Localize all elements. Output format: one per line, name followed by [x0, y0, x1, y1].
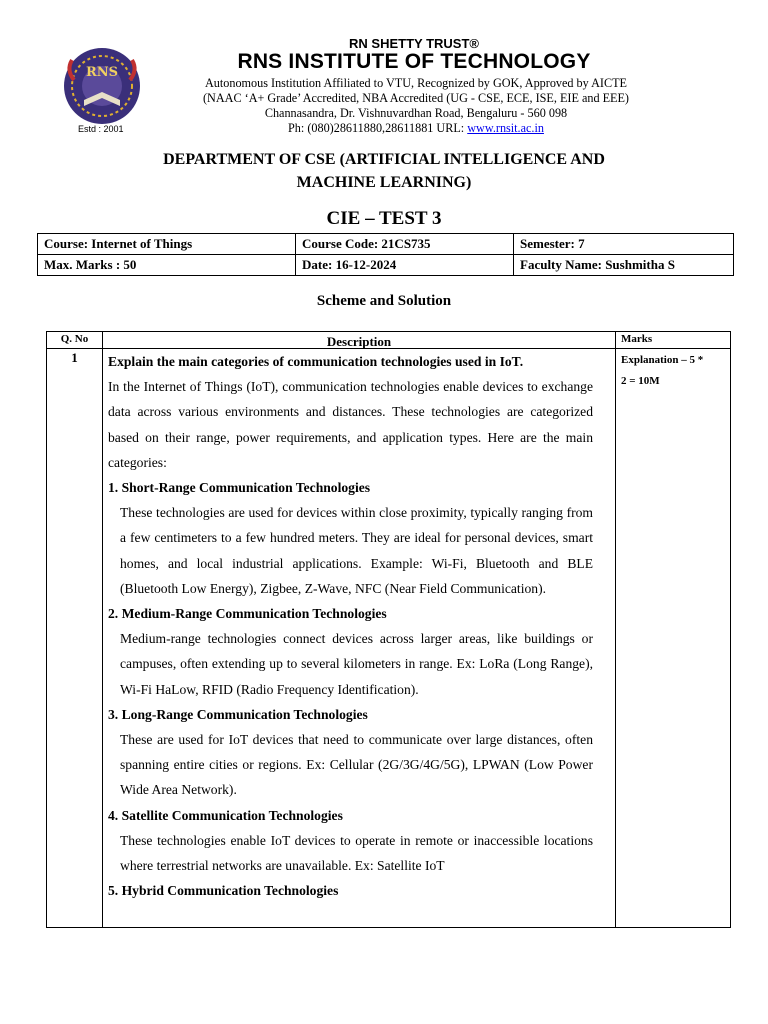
scheme-title: Scheme and Solution — [316, 293, 452, 309]
trust-name: RN SHETTY TRUST® — [349, 36, 479, 51]
answer-intro: In the Internet of Things (IoT), communication technologies enable devices to exchange data across various environments and distances. These technologies are categorized based on their range, power requirements, and application types. Here are the main categories: — [108, 379, 593, 470]
institute-name: RNS INSTITUTE OF TECHNOLOGY — [237, 50, 591, 73]
section-body: These technologies are used for devices within close proximity, typically ranging from a few centimeters to a few hundred meters. They are ideal for personal devices, smart homes, and local industrial applications. Example: Wi-Fi, Bluetooth and BLE (Bluetooth Low Energy), Zigbee, Z-Wave, NFC (Near Field Communication). — [120, 505, 593, 596]
header-qno: Q. No — [60, 333, 89, 345]
marks-scheme — [621, 350, 727, 392]
header-marks: Marks — [621, 333, 653, 345]
contact-line — [0, 121, 768, 136]
affiliation-line: Autonomous Institution Affiliated to VTU, Recognized by GOK, Approved by AICTE — [204, 76, 627, 90]
accreditation-line: (NAAC ‘A+ Grade’ Accredited, NBA Accredited (UG - CSE, ECE, ISE, EIE and EEE) — [203, 91, 629, 105]
course-info-table — [37, 233, 734, 276]
solution-table — [46, 331, 731, 928]
course-name: Course: Internet of Things — [38, 234, 296, 255]
website-link[interactable]: www.rnsit.ac.in — [467, 121, 544, 135]
section-heading: 3. Long-Range Communication Technologies — [108, 706, 368, 722]
address-line: Channasandra, Dr. Vishnuvardhan Road, Bengaluru - 560 098 — [264, 106, 568, 120]
section-body: These are used for IoT devices that need to communicate over large distances, often spanning entire cities or regions. Ex: Cellular (2G/3G/4G/5G), LPWAN (Low Power Wide Area Network). — [120, 732, 593, 798]
section-heading: 1. Short-Range Communication Technologies — [108, 480, 371, 496]
test-date: Date: 16-12-2024 — [296, 255, 514, 276]
question-text: Explain the main categories of communication technologies used in IoT. — [108, 354, 524, 369]
course-code: Course Code: 21CS735 — [296, 234, 514, 255]
max-marks: Max. Marks : 50 — [38, 255, 296, 276]
section-heading: 2. Medium-Range Communication Technologies — [108, 606, 387, 622]
marks-line-1: Explanation – 5 * — [621, 354, 704, 366]
phone-text: Ph: (080)28611880,28611881 URL: — [288, 121, 468, 135]
established-year: Estd : 2001 — [78, 124, 124, 134]
department-line-2: MACHINE LEARNING) — [296, 174, 472, 191]
test-title: CIE – TEST 3 — [326, 208, 442, 229]
marks-line-2: 2 = 10M — [621, 375, 660, 387]
logo-text: RNS — [85, 65, 119, 80]
semester: Semester: 7 — [514, 234, 734, 255]
section-heading: 5. Hybrid Communication Technologies — [108, 883, 339, 899]
question-number: 1 — [71, 350, 78, 365]
department-line-1: DEPARTMENT OF CSE (ARTIFICIAL INTELLIGENCE AND — [163, 151, 605, 168]
faculty-name: Faculty Name: Sushmitha S — [514, 255, 734, 276]
answer-description — [108, 349, 593, 903]
section-body: These technologies enable IoT devices to operate in remote or inaccessible locations where terrestrial networks are unavailable. Ex: Satellite IoT — [120, 832, 593, 874]
department-title — [0, 148, 768, 194]
section-body: Medium-range technologies connect devices across larger areas, like buildings or campuses, often extending up to several kilometers in range. Ex: LoRa (Long Range), Wi-Fi HaLow, RFID (Radio Frequency Identification). — [120, 631, 593, 697]
header-description: Description — [326, 334, 392, 349]
section-heading: 4. Satellite Communication Technologies — [108, 807, 343, 823]
